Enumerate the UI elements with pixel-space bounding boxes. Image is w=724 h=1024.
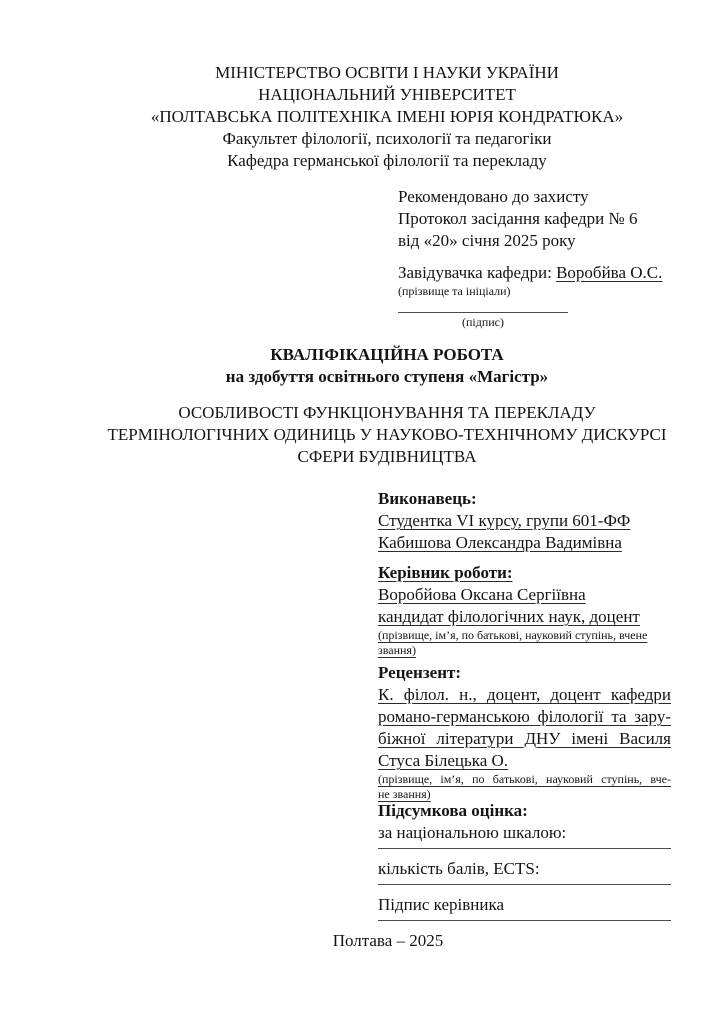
signature-hint: (підпис) [461,315,505,329]
supervisor-block [378,562,671,658]
reviewer-line: К. філол. н., доцент, доцент кафедри [378,685,671,704]
approval-date-line: від «20» січня 2025 року [398,231,576,250]
approval-block [398,186,663,330]
executor-label: Виконавець: [378,489,477,508]
university-header [42,62,724,172]
supervisor-signature-row: Підпис керівника [378,895,505,914]
topic-line: СФЕРИ БУДІВНИЦТВА [297,447,477,466]
footer [100,930,676,952]
approval-protocol-line: Протокол засідання кафедри № 6 [398,209,638,228]
grade-block [378,800,671,930]
executor-name-line: Кабишова Олександра Вадимівна [378,533,622,552]
reviewer-name-line: Стуса Білецька О. [378,751,509,770]
grade-ects-blank-line [378,880,671,885]
supervisor-label: Керівник роботи: [378,563,513,582]
reviewer-hint-line: (прізвище, ім’я, по батькові, науковий ступінь, вче- [378,772,671,786]
signature-blank-line [398,306,568,313]
grade-national-blank-line [378,844,671,849]
supervisor-signature-blank-line [378,916,671,921]
supervisor-hint-line: звання) [378,643,416,657]
head-of-department-name: Воробйва О.С. [556,263,663,282]
head-of-department-label: Завідувачка кафедри: [398,263,557,282]
topic-line: ОСОБЛИВОСТІ ФУНКЦІОНУВАННЯ ТА ПЕРЕКЛАДУ [178,403,596,422]
reviewer-line: романо-германською філології та зару- [378,707,671,726]
approval-recommend-line: Рекомендовано до захисту [398,187,589,206]
head-name-hint: (прізвище та ініціали) [398,284,511,298]
reviewer-label: Рецензент: [378,663,462,682]
reviewer-hint-line: не звання) [378,787,431,801]
grade-label: Підсумкова оцінка: [378,801,528,820]
topic-block [42,402,724,468]
supervisor-degree-line: кандидат філологічних наук, доцент [378,607,640,626]
reviewer-line: біжної літератури ДНУ імені Василя [378,729,671,748]
footer-city-year: Полтава – 2025 [332,931,444,950]
grade-national-scale-row: за національною шкалою: [378,823,567,842]
supervisor-hint-line: (прізвище, ім’я, по батькові, науковий ступінь, вчене [378,628,648,642]
ministry-line: МІНІСТЕРСТВО ОСВІТИ І НАУКИ УКРАЇНИ [215,63,559,82]
reviewer-block [378,662,671,802]
supervisor-name-line: Воробйова Оксана Сергіївна [378,585,586,604]
work-type-title: КВАЛІФІКАЦІЙНА РОБОТА [270,345,504,364]
faculty-line: Факультет філології, психології та педагогіки [222,129,552,148]
work-type-block [42,344,724,388]
head-of-department-line [398,262,663,284]
executor-course-line: Студентка VI курсу, групи 601-ФФ [378,511,631,530]
grade-ects-row: кількість балів, ECTS: [378,859,540,878]
signature-area [398,306,568,330]
department-line: Кафедра германської філології та перекладу [227,151,547,170]
degree-subtitle: на здобуття освітнього ступеня «Магістр» [225,367,549,386]
executor-block [378,488,671,554]
university-name-line: «ПОЛТАВСЬКА ПОЛІТЕХНІКА ІМЕНІ ЮРІЯ КОНДРАТЮКА» [150,107,624,126]
university-line: НАЦІОНАЛЬНИЙ УНІВЕРСИТЕТ [258,85,516,104]
topic-line: ТЕРМІНОЛОГІЧНИХ ОДИНИЦЬ У НАУКОВО-ТЕХНІЧНОМУ ДИСКУРСІ [107,425,667,444]
